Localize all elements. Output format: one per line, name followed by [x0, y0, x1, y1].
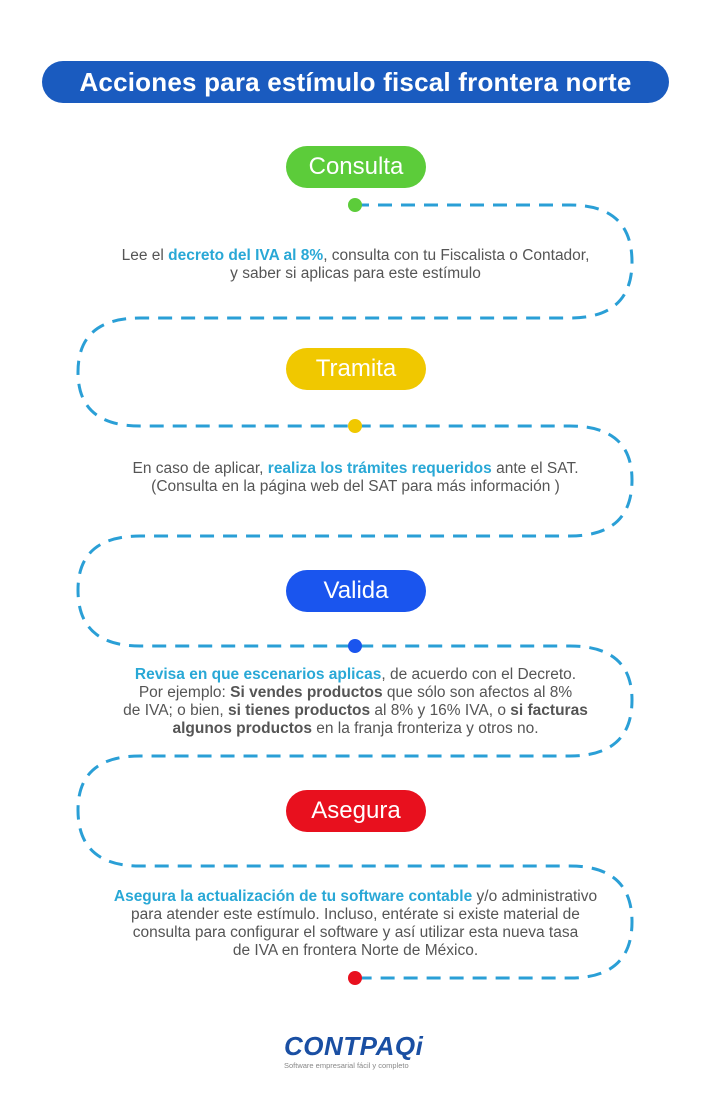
- step-pill-tramita: Tramita: [286, 348, 426, 390]
- step-text-line: [100, 478, 611, 496]
- body-text: y/o administrativo: [472, 888, 598, 905]
- body-text: , de acuerdo con el Decreto.: [381, 666, 577, 683]
- step-text-line: [100, 942, 611, 960]
- page-title: Acciones para estímulo fiscal frontera norte: [42, 61, 669, 103]
- highlight-text: Revisa en que escenarios aplicas: [134, 666, 382, 683]
- body-text: que sólo son afectos al 8%: [382, 684, 573, 701]
- body-text: , consulta con tu Fiscalista o Contador,: [323, 247, 590, 264]
- step-text-line: [100, 888, 611, 906]
- step-text-line: [100, 702, 611, 720]
- body-text: al 8% y 16% IVA, o: [370, 702, 511, 719]
- body-text: de IVA en frontera Norte de México.: [232, 942, 479, 959]
- bold-text: si tienes productos: [228, 702, 371, 719]
- step-text-line: [100, 684, 611, 702]
- step-text-line: [100, 460, 611, 478]
- body-text: de IVA; o bien,: [123, 702, 228, 719]
- logo-wordmark: CONTPAQi: [284, 1031, 424, 1061]
- step-text-consulta: [100, 247, 611, 283]
- tramita-dot: [348, 419, 362, 433]
- step-text-line: [100, 247, 611, 265]
- step-text-valida: [100, 666, 611, 738]
- bold-text: si facturas: [510, 702, 588, 719]
- contpaqi-logo: [284, 1033, 444, 1070]
- consulta-dot: [348, 198, 362, 212]
- bold-text: algunos productos: [172, 720, 312, 737]
- highlight-text: realiza los trámites requeridos: [267, 460, 492, 477]
- asegura-dot: [348, 971, 362, 985]
- body-text: para atender este estímulo. Incluso, entérate si existe material de: [131, 906, 580, 923]
- body-text: Por ejemplo:: [138, 684, 231, 701]
- step-text-tramita: [100, 460, 611, 496]
- bold-text: Si vendes productos: [230, 684, 383, 701]
- step-text-line: [100, 906, 611, 924]
- body-text: Lee el: [121, 247, 169, 264]
- step-text-line: [100, 666, 611, 684]
- step-pill-valida: Valida: [286, 570, 426, 612]
- step-text-line: [100, 720, 611, 738]
- step-text-asegura: [100, 888, 611, 960]
- step-pill-consulta: Consulta: [286, 146, 426, 188]
- body-text: ante el SAT.: [491, 460, 579, 477]
- body-text: (Consulta en la página web del SAT para más información ): [151, 478, 560, 495]
- body-text: En caso de aplicar,: [132, 460, 268, 477]
- step-text-line: [100, 924, 611, 942]
- body-text: en la franja fronteriza y otros no.: [311, 720, 539, 737]
- body-text: y saber si aplicas para este estímulo: [230, 265, 481, 282]
- body-text: consulta para configurar el software y así utilizar esta nueva tasa: [132, 924, 579, 941]
- step-text-line: [100, 265, 611, 283]
- valida-dot: [348, 639, 362, 653]
- step-pill-asegura: Asegura: [286, 790, 426, 832]
- highlight-text: decreto del IVA al 8%: [168, 247, 324, 264]
- highlight-text: Asegura la actualización de tu software contable: [113, 888, 473, 905]
- logo-tagline: Software empresarial fácil y completo: [284, 1061, 409, 1070]
